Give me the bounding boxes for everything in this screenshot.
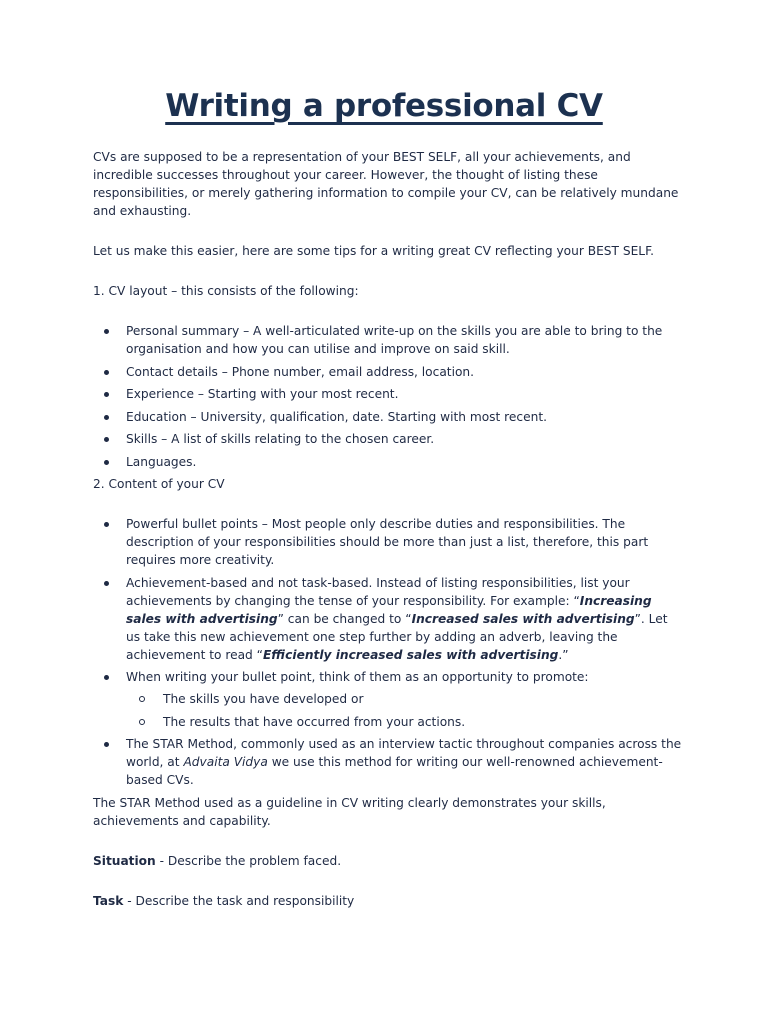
section1-list: [93, 322, 683, 471]
list-item: Skills – A list of skills relating to the chosen career.: [93, 430, 683, 448]
star-paragraph: The STAR Method used as a guideline in CV writing clearly demonstrates your skills, achievements and capability.: [93, 795, 606, 828]
sub-list-item: The results that have occurred from your actions.: [93, 713, 683, 731]
section2-heading: 2. Content of your CV: [93, 477, 225, 491]
list-item: When writing your bullet point, think of them as an opportunity to promote: The skills you have developed or The results that have occurred from your actions.: [93, 668, 683, 731]
sub-list: [126, 690, 683, 731]
circle-bullet-icon: [139, 719, 145, 725]
bullet-icon: [104, 370, 109, 375]
bullet-icon: [104, 460, 109, 465]
bullet-icon: [104, 437, 109, 442]
document-body: [93, 148, 683, 910]
bullet-icon: [104, 675, 109, 680]
list-item: Languages.: [93, 453, 683, 471]
example-emphasis: Increased sales with advertising: [411, 611, 635, 626]
sub-list-item: The skills you have developed or: [93, 690, 683, 708]
bullet-icon: [104, 581, 109, 586]
task-term: Task: [93, 893, 124, 908]
list-item: Experience – Starting with your most recent.: [93, 385, 683, 403]
bullet-icon: [104, 522, 109, 527]
bullet-icon: [104, 392, 109, 397]
list-item: Education – University, qualification, date. Starting with most recent.: [93, 408, 683, 426]
circle-bullet-icon: [139, 696, 145, 702]
company-name: Advaita Vidya: [183, 755, 268, 769]
example-emphasis: Efficiently increased sales with advertising: [262, 647, 559, 662]
bullet-icon: [104, 415, 109, 420]
list-item: Achievement-based and not task-based. Instead of listing responsibilities, list your achievements by changing the tense of your responsibility. For example: “Increasing sales with advertising” can be changed to “Increased sales with advertising”. Let us take this new achievement one step further by adding an adverb, leaving the achievement to read “Efficiently increased sales with advertising.”: [93, 574, 683, 664]
situation-term: Situation: [93, 853, 156, 868]
bullet-icon: [104, 329, 109, 334]
tips-intro-paragraph: Let us make this easier, here are some tips for a writing great CV reflecting your BEST SELF.: [93, 244, 654, 258]
bullet-icon: [104, 742, 109, 747]
intro-paragraph: CVs are supposed to be a representation of your BEST SELF, all your achievements, and incredible successes throughout your career. However, the thought of listing these responsibilities, or merely gathering information to compile your CV, can be relatively mundane and exhausting.: [93, 150, 679, 218]
page-title: Writing a professional CV: [165, 88, 603, 124]
task-line: Task - Describe the task and responsibility: [93, 893, 355, 908]
section2-list: [93, 515, 683, 789]
situation-line: Situation - Describe the problem faced.: [93, 853, 342, 868]
example-emphasis: Increasing sales with advertising: [126, 593, 652, 626]
list-item: Contact details – Phone number, email address, location.: [93, 363, 683, 381]
section1-heading: 1. CV layout – this consists of the following:: [93, 284, 359, 298]
list-item: The STAR Method, commonly used as an interview tactic throughout companies across the world, at Advaita Vidya we use this method for writing our well-renowned achievement-based CVs.: [93, 735, 683, 789]
list-item: Powerful bullet points – Most people only describe duties and responsibilities. The description of your responsibilities should be more than just a list, therefore, this part requires more creativity.: [93, 515, 683, 569]
list-item: Personal summary – A well-articulated write-up on the skills you are able to bring to the organisation and how you can utilise and improve on said skill.: [93, 322, 683, 358]
